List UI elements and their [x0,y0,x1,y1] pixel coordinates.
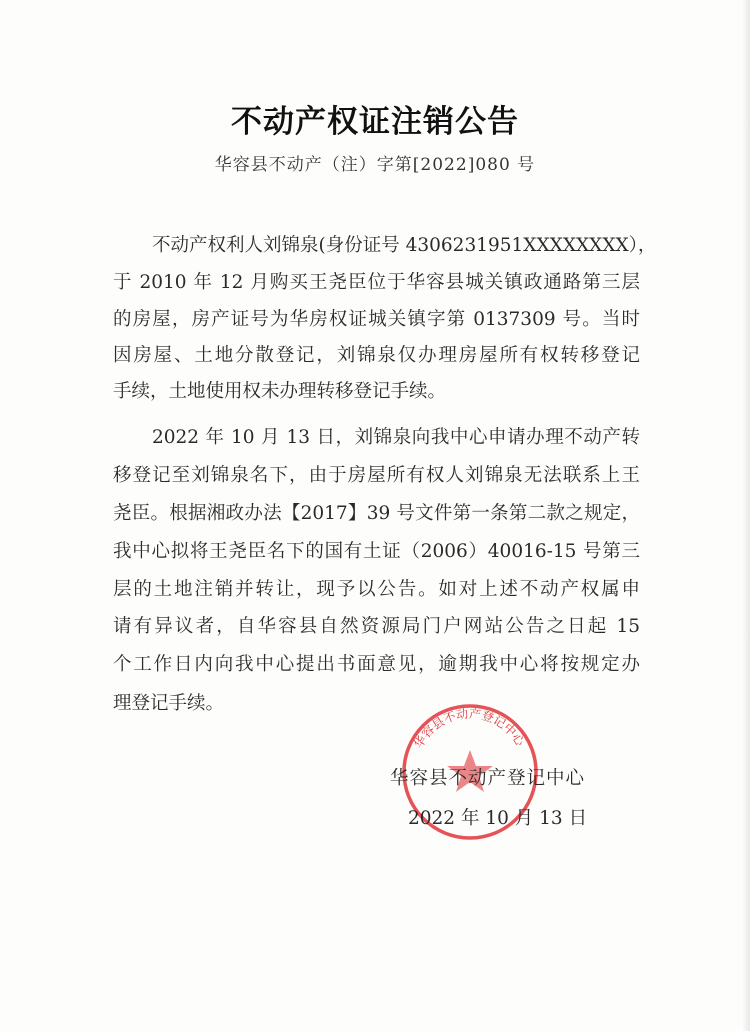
text-line: 我中心拟将王尧臣名下的国有土证（2006）40016-15 号第三 [113,541,640,562]
text-line: 手续，土地使用权未办理转移登记手续。 [113,381,447,402]
text-line: 尧臣。根据湘政办法【2017】39 号文件第一条第二款之规定， [113,503,640,524]
notice-title: 不动产权证注销公告 [231,104,519,140]
issue-date: 2022 年 10 月 13 日 [408,808,588,829]
issuer-signature: 华容县不动产登记中心 [390,768,586,789]
svg-text:华容县不动产登记中心: 华容县不动产登记中心 [411,706,528,751]
text-line: 理登记手续。 [113,693,225,714]
text-line: 的房屋，房产证号为华房权证城关镇字第 0137309 号。当时 [113,309,640,330]
text-line: 移登记至刘锦泉名下，由于房屋所有权人刘锦泉无法联系上王 [113,465,640,486]
document-number: 华容县不动产（注）字第[2022]080 号 [214,155,536,175]
text-line: 不动产权利人刘锦泉(身份证号 4306231951XXXXXXXX）， [152,235,657,256]
text-line: 2022 年 10 月 13 日，刘锦泉向我中心申请办理不动产转 [152,427,640,448]
text-line: 层的土地注销并转让，现予以公告。如对上述不动产权属申 [113,579,640,600]
text-line: 请有异议者，自华容县自然资源局门户网站公告之日起 15 [113,616,640,637]
text-line: 于 2010 年 12 月购买王尧臣位于华容县城关镇政通路第三层 [113,272,640,293]
text-line: 因房屋、土地分散登记，刘锦泉仅办理房屋所有权转移登记 [113,345,640,366]
text-line: 个工作日内向我中心提出书面意见，逾期我中心将按规定办 [113,654,640,675]
